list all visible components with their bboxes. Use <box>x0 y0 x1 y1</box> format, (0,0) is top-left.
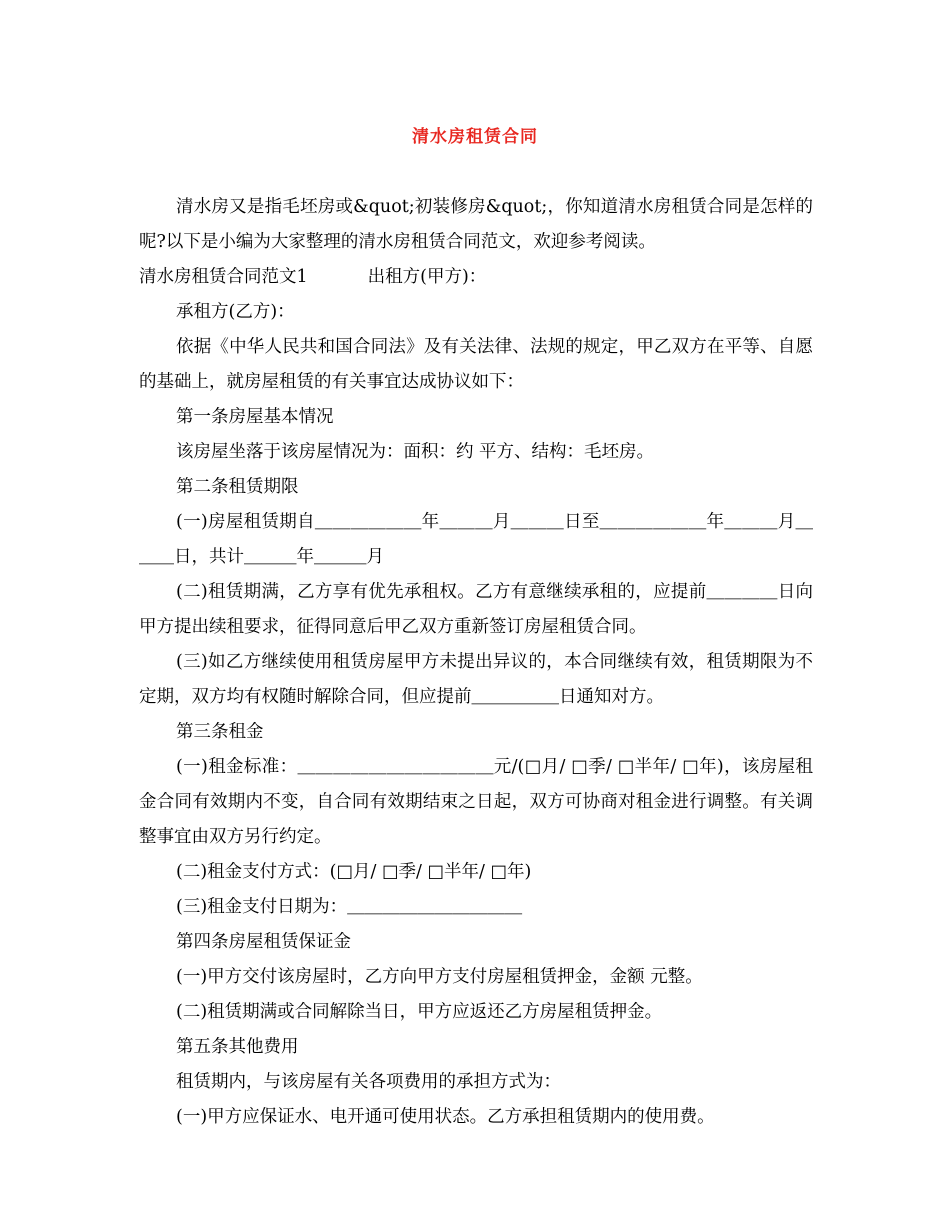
article-3-clause-1: (一)租金标准：＿＿＿＿＿＿＿＿＿＿＿元/(□月/ □季/ □半年/ □年)，该房屋租金合同有效期内不变，自合同有效期结束之日起，双方可协商对租金进行调整。有关调整事宜由双方另行约定。 <box>139 757 813 847</box>
basis-paragraph: 依据《中华人民共和国合同法》及有关法律、法规的规定，甲乙双方在平等、自愿的基础上，就房屋租赁的有关事宜达成协议如下： <box>139 337 813 392</box>
article-2-clause-3: (三)如乙方继续使用租赁房屋甲方未提出异议的，本合同继续有效，租赁期限为不定期，双方均有权随时解除合同，但应提前＿＿＿＿＿日通知对方。 <box>139 652 813 707</box>
article-3-title: 第三条租金 <box>176 722 264 742</box>
article-2-clause-2: (二)租赁期满，乙方享有优先承租权。乙方有意继续承租的，应提前＿＿＿＿日向甲方提出续租要求，征得同意后甲乙双方重新签订房屋租赁合同。 <box>139 582 813 637</box>
article-2-title: 第二条租赁期限 <box>176 477 299 497</box>
article-2-clause-1: (一)房屋租赁期自＿＿＿＿＿＿年＿＿＿月＿＿＿日至＿＿＿＿＿＿年＿＿＿月＿＿＿日，共计＿＿＿年＿＿＿月 <box>139 512 813 567</box>
article-1-body: 该房屋坐落于该房屋情况为：面积：约 平方、结构：毛坯房。 <box>176 442 655 462</box>
article-4-clause-1: (一)甲方交付该房屋时，乙方向甲方支付房屋租赁押金，金额 元整。 <box>176 967 703 987</box>
article-1-title: 第一条房屋基本情况 <box>176 407 334 427</box>
article-5-clause-1: (一)甲方应保证水、电开通可使用状态。乙方承担租赁期内的使用费。 <box>176 1107 715 1127</box>
document-title: 清水房租赁合同 <box>412 127 538 147</box>
intro-paragraph: 清水房又是指毛坯房或&quot;初装修房&quot;，你知道清水房租赁合同是怎样的呢?以下是小编为大家整理的清水房租赁合同范文，欢迎参考阅读。 <box>139 197 813 252</box>
article-5-title: 第五条其他费用 <box>176 1037 299 1057</box>
article-4-title: 第四条房屋租赁保证金 <box>176 932 351 952</box>
document-body <box>139 190 813 1135</box>
sample-heading: 清水房租赁合同范文1 <box>139 267 308 287</box>
lessee-label: 承租方(乙方)： <box>176 302 295 322</box>
article-4-clause-2: (二)租赁期满或合同解除当日，甲方应返还乙方房屋租赁押金。 <box>176 1002 663 1022</box>
lessor-label: 出租方(甲方)： <box>367 267 487 287</box>
sample-heading-line <box>139 260 813 295</box>
article-5-body: 租赁期内，与该房屋有关各项费用的承担方式为： <box>176 1072 561 1092</box>
article-3-clause-3: (三)租金支付日期为：＿＿＿＿＿＿＿＿＿＿ <box>176 897 523 917</box>
article-3-clause-2: (二)租金支付方式：(□月/ □季/ □半年/ □年) <box>176 862 532 882</box>
